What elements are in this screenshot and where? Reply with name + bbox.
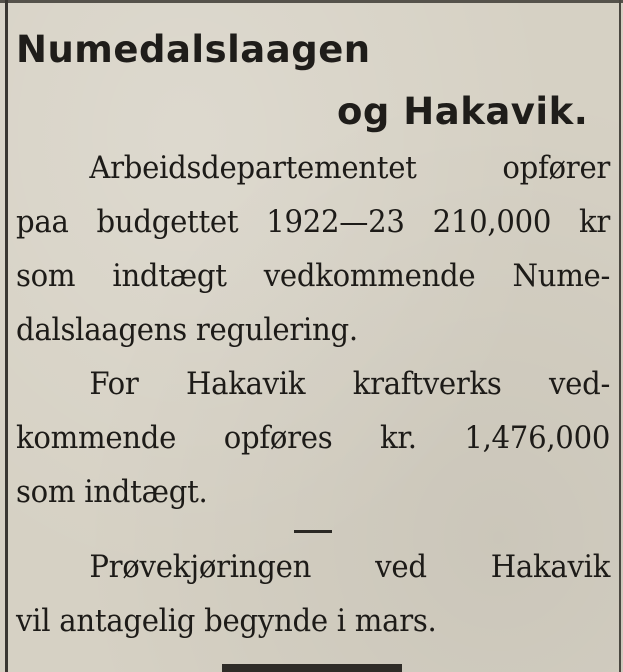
next-article-rule — [222, 664, 402, 672]
top-border — [0, 0, 623, 3]
headline-line-2: og Hakavik. — [337, 90, 589, 133]
paragraph-2-line-1: For Hakavik kraftverks ved- — [89, 366, 611, 402]
paragraph-3-line-1: Prøvekjøringen ved Hakavik — [89, 549, 611, 585]
paragraph-2-line-2: kommende opføres kr. 1,476,000 — [16, 420, 611, 456]
headline-line-1: Numedalslaagen — [16, 28, 371, 71]
section-separator-dash — [294, 530, 332, 533]
paragraph-1-line-2: paa budgettet 1922—23 210,000 kr — [16, 204, 611, 240]
paragraph-3-line-2: vil antagelig begynde i mars. — [16, 603, 437, 639]
paragraph-1-line-3: som indtægt vedkommende Nume- — [16, 258, 611, 294]
right-column-rule — [619, 0, 621, 672]
left-column-rule — [5, 0, 8, 672]
paragraph-1-line-4: dalslaagens regulering. — [16, 312, 358, 348]
paragraph-2-line-3: som indtægt. — [16, 474, 208, 510]
paragraph-1-line-1: Arbeidsdepartementet opfører — [89, 150, 611, 186]
